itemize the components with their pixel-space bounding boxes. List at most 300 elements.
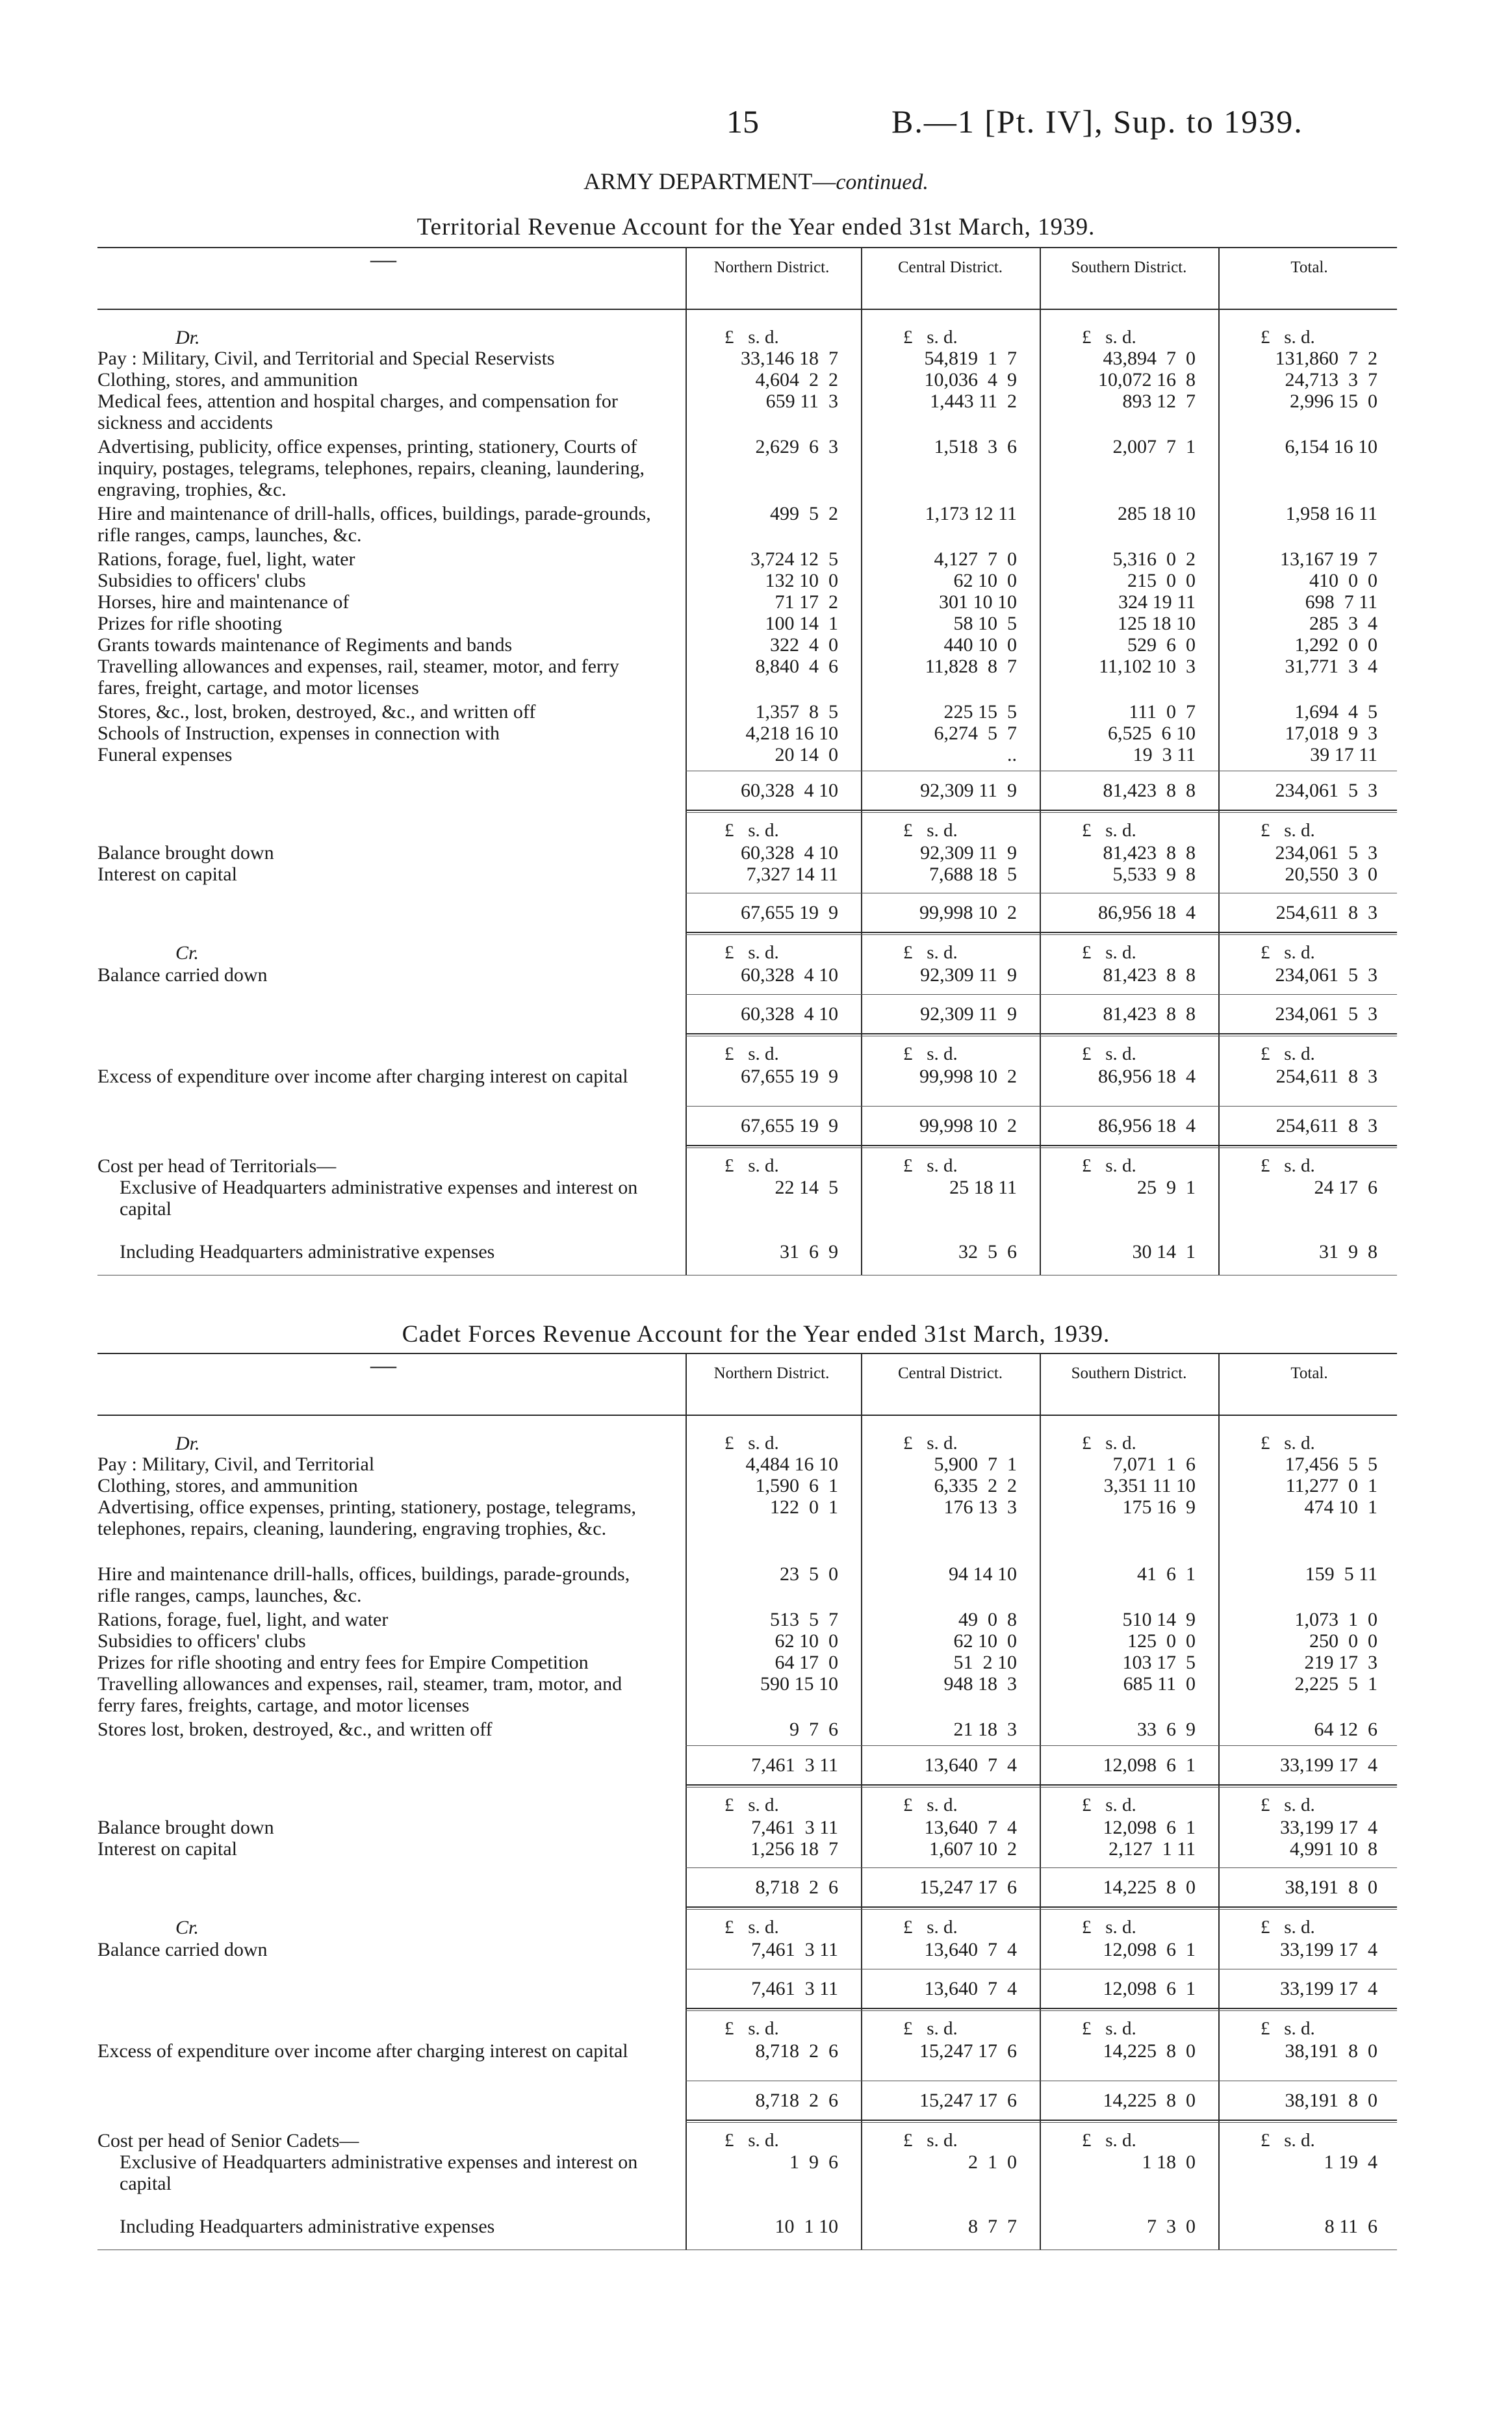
amount-cell: 322 4 0	[770, 634, 838, 656]
row-label: Cost per head of Territorials—	[97, 1155, 337, 1177]
page-header	[0, 103, 1512, 148]
amount-cell: 64 12 6	[1314, 1719, 1377, 1740]
row-label: Interest on capital	[97, 864, 237, 885]
currency-header: £ s. d.	[1082, 820, 1136, 841]
rule	[97, 309, 1397, 310]
amount-cell: 324 19 11	[1118, 591, 1196, 613]
amount-cell: 62 10 0	[953, 1630, 1017, 1652]
amount-cell: 15,247 17 6	[919, 2040, 1017, 2062]
amount-cell: 31,771 3 4	[1285, 656, 1377, 677]
currency-header: £ s. d.	[1261, 1795, 1315, 1815]
currency-header: £ s. d.	[1082, 1155, 1136, 1176]
amount-cell: 67,655 19 9	[741, 1066, 838, 1087]
amount-cell: 11,277 0 1	[1285, 1475, 1377, 1496]
amount-cell: 254,611 8 3	[1275, 902, 1377, 923]
page-number: 15	[726, 103, 759, 140]
amount-cell: 7,461 3 11	[751, 1939, 838, 1960]
row-label: Advertising, publicity, office expenses, printing, stationery, Courts of inquiry, postages, telegrams, telephones, repairs, cleaning, laundering, engraving, trophies, &c.	[97, 436, 645, 500]
currency-header: £ s. d.	[903, 2018, 958, 2039]
currency-header: £ s. d.	[724, 2130, 779, 2151]
currency-header: £ s. d.	[1261, 820, 1315, 841]
row-label: Balance brought down	[97, 1817, 274, 1838]
amount-cell: 81,423 8 8	[1103, 780, 1196, 801]
department-title	[0, 168, 1512, 195]
amount-cell: 132 10 0	[765, 570, 838, 591]
amount-cell: 285 3 4	[1309, 613, 1377, 634]
amount-cell: 7,327 14 11	[746, 864, 838, 885]
amount-cell: 5,900 7 1	[934, 1454, 1017, 1475]
amount-cell: 92,309 11 9	[920, 842, 1017, 864]
column-divider	[1218, 247, 1220, 1275]
page-reference: B.—1 [Pt. IV], Sup. to 1939.	[891, 103, 1303, 140]
rule	[686, 1784, 1397, 1786]
row-label: Medical fees, attention and hospital charges, and compensation for sickness and accidents	[97, 391, 618, 433]
amount-cell: 67,655 19 9	[741, 902, 838, 923]
amount-cell: 1,173 12 11	[925, 503, 1017, 524]
amount-cell: 234,061 5 3	[1275, 780, 1377, 801]
amount-cell: 7 3 0	[1147, 2216, 1196, 2237]
currency-header: £ s. d.	[1261, 1433, 1315, 1454]
currency-header: £ s. d.	[903, 1433, 958, 1454]
amount-cell: 2,225 5 1	[1294, 1673, 1377, 1695]
amount-cell: 499 5 2	[770, 503, 838, 524]
amount-cell: 64 17 0	[775, 1652, 838, 1673]
column-header: Total.	[1290, 1365, 1328, 1382]
row-label: Grants towards maintenance of Regiments and bands	[97, 634, 513, 656]
amount-cell: 176 13 3	[943, 1496, 1017, 1518]
amount-cell: 685 11 0	[1123, 1673, 1196, 1695]
amount-cell: 4,484 16 10	[745, 1454, 838, 1475]
amount-cell: 250 0 0	[1309, 1630, 1377, 1652]
amount-cell: 12,098 6 1	[1103, 1978, 1196, 1999]
amount-cell: 39 17 11	[1310, 744, 1377, 765]
amount-cell: 7,461 3 11	[751, 1817, 838, 1838]
amount-cell: 2 1 0	[968, 2151, 1017, 2173]
amount-cell: 659 11 3	[765, 391, 838, 412]
amount-cell: 12,098 6 1	[1103, 1817, 1196, 1838]
amount-cell: 33,199 17 4	[1280, 1754, 1377, 1776]
amount-cell: 1,292 0 0	[1294, 634, 1377, 656]
row-label: Excess of expenditure over income after charging interest on capital	[97, 1066, 628, 1087]
row-label: Hire and maintenance of drill-halls, offices, buildings, parade-grounds, rifle ranges, camps, launches, &c.	[97, 503, 651, 546]
amount-cell: 10 1 10	[775, 2216, 838, 2237]
row-label: Including Headquarters administrative expenses	[120, 1241, 495, 1263]
row-label: Clothing, stores, and ammunition	[97, 1475, 358, 1496]
currency-header: £ s. d.	[903, 820, 958, 841]
amount-cell: 30 14 1	[1132, 1241, 1196, 1263]
amount-cell: 1,256 18 7	[750, 1838, 838, 1860]
amount-cell: 14,225 8 0	[1103, 1877, 1196, 1898]
currency-header: £ s. d.	[724, 1917, 779, 1938]
row-label: Stores, &c., lost, broken, destroyed, &c., and written off	[97, 701, 536, 723]
rule	[97, 1415, 1397, 1416]
amount-cell: 21 18 3	[953, 1719, 1017, 1740]
rule	[97, 247, 1397, 248]
amount-cell: 1,607 10 2	[929, 1838, 1017, 1860]
amount-cell: 11,828 8 7	[925, 656, 1017, 677]
amount-cell: 893 12 7	[1122, 391, 1196, 412]
amount-cell: 92,309 11 9	[920, 1003, 1017, 1025]
amount-cell: 60,328 4 10	[741, 1003, 838, 1025]
row-label: Balance carried down	[97, 1939, 268, 1960]
amount-cell: 175 16 9	[1122, 1496, 1196, 1518]
amount-cell: 7,071 1 6	[1112, 1454, 1196, 1475]
row-label: Rations, forage, fuel, light, water	[97, 548, 355, 570]
amount-cell: 14,225 8 0	[1103, 2040, 1196, 2062]
amount-cell: 529 6 0	[1127, 634, 1196, 656]
amount-cell: 86,956 18 4	[1098, 902, 1196, 923]
rule	[686, 1145, 1397, 1146]
amount-cell: 440 10 0	[943, 634, 1017, 656]
row-label: Subsidies to officers' clubs	[97, 570, 306, 591]
amount-cell: 13,640 7 4	[924, 1817, 1017, 1838]
amount-cell: 32 5 6	[958, 1241, 1017, 1263]
row-label: Cost per head of Senior Cadets—	[97, 2130, 359, 2151]
amount-cell: 1 9 6	[789, 2151, 838, 2173]
column-divider	[861, 247, 862, 1275]
amount-cell: 12,098 6 1	[1103, 1754, 1196, 1776]
amount-cell: 81,423 8 8	[1103, 964, 1196, 986]
dr-label: Dr.	[175, 327, 200, 348]
column-header: Southern District.	[1071, 259, 1187, 276]
row-label: Funeral expenses	[97, 744, 233, 765]
amount-cell: 31 9 8	[1319, 1241, 1377, 1263]
amount-cell: 20,550 3 0	[1285, 864, 1377, 885]
currency-header: £ s. d.	[1082, 1433, 1136, 1454]
amount-cell: 6,154 16 10	[1285, 436, 1377, 457]
amount-cell: 1 19 4	[1324, 2151, 1377, 2173]
rule	[686, 2008, 1397, 2009]
amount-cell: 22 14 5	[775, 1177, 838, 1198]
department-name: ARMY DEPARTMENT—	[583, 168, 836, 194]
amount-cell: 25 9 1	[1137, 1177, 1196, 1198]
amount-cell: 25 18 11	[949, 1177, 1017, 1198]
row-label: Clothing, stores, and ammunition	[97, 369, 358, 391]
amount-cell: ..	[1007, 744, 1017, 765]
amount-cell: 13,640 7 4	[924, 1939, 1017, 1960]
rule	[97, 1275, 1397, 1276]
amount-cell: 131,860 7 2	[1275, 348, 1377, 369]
amount-cell: 510 14 9	[1122, 1609, 1196, 1630]
currency-header: £ s. d.	[724, 1433, 779, 1454]
currency-header: £ s. d.	[1082, 327, 1136, 348]
amount-cell: 10,072 16 8	[1098, 369, 1196, 391]
amount-cell: 6,335 2 2	[934, 1475, 1017, 1496]
amount-cell: 71 17 2	[775, 591, 838, 613]
amount-cell: 111 0 7	[1129, 701, 1196, 723]
amount-cell: 8 7 7	[968, 2216, 1017, 2237]
row-label: Prizes for rifle shooting	[97, 613, 283, 634]
row-label: Excess of expenditure over income after charging interest on capital	[97, 2040, 628, 2062]
amount-cell: 6,525 6 10	[1108, 723, 1196, 744]
amount-cell: 33,146 18 7	[741, 348, 838, 369]
amount-cell: 99,998 10 2	[919, 1066, 1017, 1087]
amount-cell: 2,127 1 11	[1108, 1838, 1196, 1860]
row-label: Pay : Military, Civil, and Territorial	[97, 1454, 375, 1475]
amount-cell: 254,611 8 3	[1275, 1066, 1377, 1087]
amount-cell: 698 7 11	[1305, 591, 1377, 613]
amount-cell: 7,461 3 11	[751, 1754, 838, 1776]
currency-header: £ s. d.	[1261, 327, 1315, 348]
cr-label: Cr.	[175, 942, 199, 964]
rule	[686, 2122, 1397, 2123]
row-label: Schools of Instruction, expenses in connection with	[97, 723, 500, 744]
row-label: Interest on capital	[97, 1838, 237, 1860]
amount-cell: 20 14 0	[775, 744, 838, 765]
row-label: Horses, hire and maintenance of	[97, 591, 350, 613]
amount-cell: 159 5 11	[1305, 1563, 1377, 1585]
amount-cell: 38,191 8 0	[1285, 2040, 1377, 2062]
rule	[686, 994, 1397, 995]
rule	[686, 1867, 1397, 1868]
row-label: Exclusive of Headquarters administrative expenses and interest on capital	[120, 1177, 638, 1220]
amount-cell: 7,461 3 11	[751, 1978, 838, 1999]
amount-cell: 33,199 17 4	[1280, 1939, 1377, 1960]
amount-cell: 13,640 7 4	[924, 1754, 1017, 1776]
amount-cell: 301 10 10	[939, 591, 1017, 613]
amount-cell: 17,456 5 5	[1285, 1454, 1377, 1475]
amount-cell: 60,328 4 10	[741, 780, 838, 801]
amount-cell: 8,718 2 6	[755, 2040, 838, 2062]
row-label: Travelling allowances and expenses, rail, steamer, tram, motor, and ferry fares, freights, cartage, and motor licenses	[97, 1673, 622, 1716]
amount-cell: 49 0 8	[958, 1609, 1017, 1630]
amount-cell: 948 18 3	[943, 1673, 1017, 1695]
row-label: Balance brought down	[97, 842, 274, 864]
column-header: Northern District.	[713, 259, 830, 276]
rule	[686, 1147, 1397, 1148]
territorial-account-table	[97, 244, 1397, 1300]
cadet-account-table	[97, 1350, 1397, 2275]
currency-header: £ s. d.	[903, 1155, 958, 1176]
currency-header: £ s. d.	[903, 2130, 958, 2151]
amount-cell: 8,718 2 6	[755, 2090, 838, 2111]
cr-label: Cr.	[175, 1917, 199, 1938]
amount-cell: 10,036 4 9	[924, 369, 1017, 391]
amount-cell: 8,718 2 6	[755, 1877, 838, 1898]
currency-header: £ s. d.	[1082, 2018, 1136, 2039]
header-dash: —	[370, 1350, 396, 1379]
amount-cell: 1,958 16 11	[1285, 503, 1377, 524]
amount-cell: 62 10 0	[775, 1630, 838, 1652]
currency-header: £ s. d.	[724, 820, 779, 841]
amount-cell: 12,098 6 1	[1103, 1939, 1196, 1960]
row-label: Prizes for rifle shooting and entry fees for Empire Competition	[97, 1652, 589, 1673]
currency-header: £ s. d.	[1261, 1917, 1315, 1938]
amount-cell: 81,423 8 8	[1103, 842, 1196, 864]
amount-cell: 4,604 2 2	[755, 369, 838, 391]
amount-cell: 15,247 17 6	[919, 1877, 1017, 1898]
column-divider	[861, 1353, 862, 2250]
amount-cell: 58 10 5	[953, 613, 1017, 634]
amount-cell: 3,351 11 10	[1103, 1475, 1196, 1496]
currency-header: £ s. d.	[724, 1155, 779, 1176]
row-label: Stores lost, broken, destroyed, &c., and written off	[97, 1719, 493, 1740]
rule	[686, 932, 1397, 933]
amount-cell: 3,724 12 5	[750, 548, 838, 570]
amount-cell: 67,655 19 9	[741, 1115, 838, 1136]
rule	[97, 1353, 1397, 1354]
currency-header: £ s. d.	[903, 1795, 958, 1815]
amount-cell: 1,443 11 2	[930, 391, 1017, 412]
currency-header: £ s. d.	[724, 1044, 779, 1064]
column-header: Northern District.	[713, 1365, 830, 1382]
amount-cell: 122 0 1	[770, 1496, 838, 1518]
currency-header: £ s. d.	[724, 1795, 779, 1815]
currency-header: £ s. d.	[724, 327, 779, 348]
amount-cell: 92,309 11 9	[920, 780, 1017, 801]
row-label: Hire and maintenance drill-halls, offices, buildings, parade-grounds, rifle ranges, camps, launches, &c.	[97, 1563, 630, 1606]
rule	[686, 1745, 1397, 1746]
amount-cell: 4,218 16 10	[745, 723, 838, 744]
amount-cell: 1,357 8 5	[755, 701, 838, 723]
amount-cell: 81,423 8 8	[1103, 1003, 1196, 1025]
amount-cell: 2,629 6 3	[755, 436, 838, 457]
amount-cell: 23 5 0	[780, 1563, 838, 1585]
amount-cell: 14,225 8 0	[1103, 2090, 1196, 2111]
column-header: Total.	[1290, 259, 1328, 276]
row-label: Including Headquarters administrative expenses	[120, 2216, 495, 2237]
rule	[686, 810, 1397, 811]
amount-cell: 19 3 11	[1133, 744, 1196, 765]
amount-cell: 33,199 17 4	[1280, 1817, 1377, 1838]
amount-cell: 86,956 18 4	[1098, 1115, 1196, 1136]
amount-cell: 8,840 4 6	[755, 656, 838, 677]
amount-cell: 94 14 10	[949, 1563, 1017, 1585]
column-divider	[1040, 247, 1041, 1275]
amount-cell: 8 11 6	[1324, 2216, 1377, 2237]
amount-cell: 51 2 10	[953, 1652, 1017, 1673]
currency-header: £ s. d.	[1261, 1044, 1315, 1064]
amount-cell: 13,167 19 7	[1280, 548, 1377, 570]
amount-cell: 6,274 5 7	[934, 723, 1017, 744]
column-header: Central District.	[897, 1365, 1003, 1382]
amount-cell: 1,518 3 6	[934, 436, 1017, 457]
amount-cell: 9 7 6	[789, 1719, 838, 1740]
column-divider	[1218, 1353, 1220, 2250]
amount-cell: 285 18 10	[1118, 503, 1196, 524]
rule	[686, 2010, 1397, 2011]
row-label: Pay : Military, Civil, and Territorial and Special Reservists	[97, 348, 555, 369]
amount-cell: 100 14 1	[765, 613, 838, 634]
column-header: Central District.	[897, 259, 1003, 276]
amount-cell: 1 18 0	[1142, 2151, 1196, 2173]
amount-cell: 215 0 0	[1127, 570, 1196, 591]
row-label: Rations, forage, fuel, light, and water	[97, 1609, 389, 1630]
rule	[686, 1033, 1397, 1034]
currency-header: £ s. d.	[903, 1917, 958, 1938]
amount-cell: 234,061 5 3	[1275, 1003, 1377, 1025]
amount-cell: 4,991 10 8	[1290, 1838, 1377, 1860]
currency-header: £ s. d.	[1261, 942, 1315, 963]
dr-label: Dr.	[175, 1433, 200, 1454]
rule	[686, 1787, 1397, 1788]
amount-cell: 7,688 18 5	[929, 864, 1017, 885]
amount-cell: 99,998 10 2	[919, 902, 1017, 923]
amount-cell: 86,956 18 4	[1098, 1066, 1196, 1087]
amount-cell: 43,894 7 0	[1103, 348, 1196, 369]
currency-header: £ s. d.	[903, 1044, 958, 1064]
amount-cell: 38,191 8 0	[1285, 1877, 1377, 1898]
cadet-table-title: Cadet Forces Revenue Account for the Year ended 31st March, 1939.	[402, 1321, 1110, 1348]
currency-header: £ s. d.	[724, 2018, 779, 2039]
row-label: Balance carried down	[97, 964, 268, 986]
amount-cell: 103 17 5	[1122, 1652, 1196, 1673]
row-label: Advertising, office expenses, printing, stationery, postage, telegrams, telephones, repairs, cleaning, laundering, engraving trophies, &c.	[97, 1496, 636, 1539]
amount-cell: 1,073 1 0	[1294, 1609, 1377, 1630]
amount-cell: 225 15 5	[943, 701, 1017, 723]
amount-cell: 4,127 7 0	[934, 548, 1017, 570]
amount-cell: 2,007 7 1	[1112, 436, 1196, 457]
amount-cell: 513 5 7	[770, 1609, 838, 1630]
amount-cell: 33,199 17 4	[1280, 1978, 1377, 1999]
rule	[686, 812, 1397, 813]
amount-cell: 474 10 1	[1304, 1496, 1377, 1518]
currency-header: £ s. d.	[1082, 2130, 1136, 2151]
currency-header: £ s. d.	[724, 942, 779, 963]
amount-cell: 254,611 8 3	[1275, 1115, 1377, 1136]
currency-header: £ s. d.	[903, 327, 958, 348]
amount-cell: 11,102 10 3	[1099, 656, 1196, 677]
department-suffix: continued.	[836, 170, 929, 194]
rule	[686, 1906, 1397, 1908]
rule	[686, 1106, 1397, 1107]
amount-cell: 125 18 10	[1118, 613, 1196, 634]
row-label: Exclusive of Headquarters administrative expenses and interest on capital	[120, 2151, 638, 2194]
row-label: Travelling allowances and expenses, rail, steamer, motor, and ferry fares, freight, cartage, and motor licenses	[97, 656, 619, 699]
amount-cell: 60,328 4 10	[741, 842, 838, 864]
amount-cell: 54,819 1 7	[924, 348, 1017, 369]
amount-cell: 41 6 1	[1137, 1563, 1196, 1585]
amount-cell: 590 15 10	[760, 1673, 838, 1695]
amount-cell: 60,328 4 10	[741, 964, 838, 986]
amount-cell: 13,640 7 4	[924, 1978, 1017, 1999]
header-dash: —	[370, 244, 396, 274]
currency-header: £ s. d.	[1261, 2018, 1315, 2039]
currency-header: £ s. d.	[1261, 2130, 1315, 2151]
territorial-table-title: Territorial Revenue Account for the Year ended 31st March, 1939.	[416, 214, 1096, 240]
amount-cell: 92,309 11 9	[920, 964, 1017, 986]
currency-header: £ s. d.	[1082, 942, 1136, 963]
currency-header: £ s. d.	[1082, 1044, 1136, 1064]
amount-cell: 17,018 9 3	[1285, 723, 1377, 744]
amount-cell: 5,533 9 8	[1112, 864, 1196, 885]
amount-cell: 234,061 5 3	[1275, 964, 1377, 986]
amount-cell: 15,247 17 6	[919, 2090, 1017, 2111]
amount-cell: 99,998 10 2	[919, 1115, 1017, 1136]
row-label: Subsidies to officers' clubs	[97, 1630, 306, 1652]
amount-cell: 38,191 8 0	[1285, 2090, 1377, 2111]
currency-header: £ s. d.	[1082, 1917, 1136, 1938]
amount-cell: 62 10 0	[953, 570, 1017, 591]
amount-cell: 410 0 0	[1309, 570, 1377, 591]
currency-header: £ s. d.	[903, 942, 958, 963]
amount-cell: 2,996 15 0	[1290, 391, 1377, 412]
amount-cell: 1,590 6 1	[755, 1475, 838, 1496]
amount-cell: 1,694 4 5	[1294, 701, 1377, 723]
amount-cell: 24 17 6	[1314, 1177, 1377, 1198]
amount-cell: 234,061 5 3	[1275, 842, 1377, 864]
column-header: Southern District.	[1071, 1365, 1187, 1382]
rule	[686, 2120, 1397, 2121]
amount-cell: 5,316 0 2	[1112, 548, 1196, 570]
currency-header: £ s. d.	[1082, 1795, 1136, 1815]
rule	[686, 934, 1397, 935]
amount-cell: 33 6 9	[1137, 1719, 1196, 1740]
currency-header: £ s. d.	[1261, 1155, 1315, 1176]
amount-cell: 219 17 3	[1304, 1652, 1377, 1673]
column-divider	[1040, 1353, 1041, 2250]
rule	[686, 1909, 1397, 1910]
